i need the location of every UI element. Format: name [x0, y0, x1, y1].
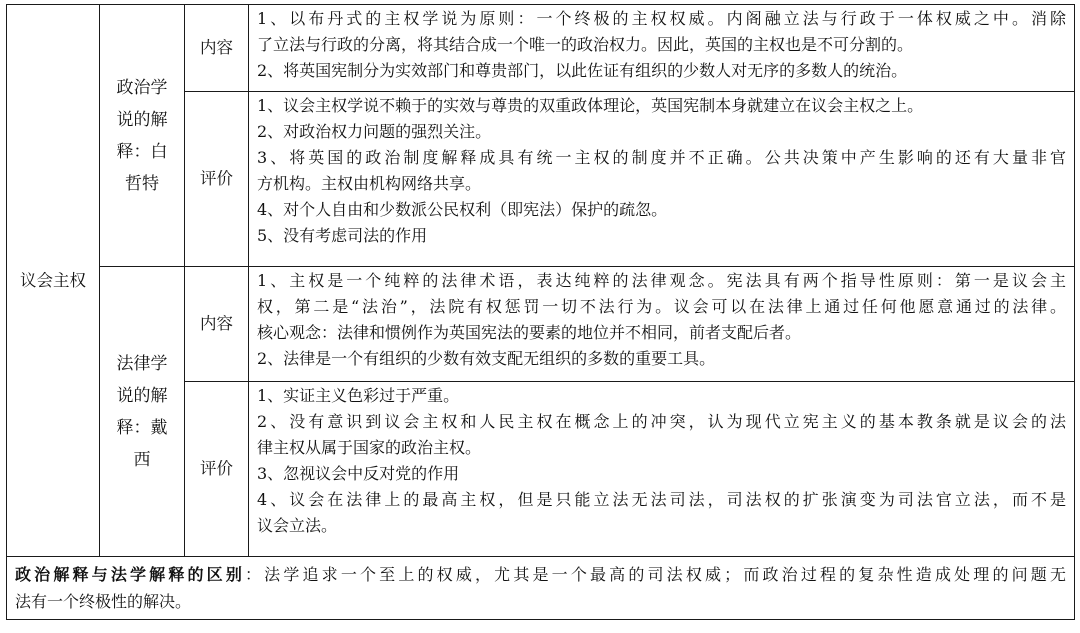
text-cell-evaluation	[249, 92, 1075, 267]
text-line: 4、对个人自由和少数派公民权利（即宪法）保护的疏忽。	[257, 200, 668, 219]
theory-title-line: 西	[133, 449, 151, 470]
text-line: 3、将英国的政治制度解释成具有统一主权的制度并不正确。公共决策中产生影响的还有大量非官	[257, 148, 1066, 167]
kind-cell-evaluation	[185, 382, 249, 557]
summary-row	[7, 557, 1075, 620]
text-line: 1、以布丹式的主权学说为原则：一个终极的主权权威。内阁融立法与行政于一体权威之中。消除	[257, 9, 1066, 28]
kind-cell-content	[185, 5, 249, 92]
kind-label: 内容	[200, 38, 233, 57]
text-line: 1、主权是一个纯粹的法律术语，表达纯粹的法律观念。宪法具有两个指导性原则：第一是议会主	[257, 271, 1066, 290]
text-line: 核心观念：法律和惯例作为英国宪法的要素的地位并不相同，前者支配后者。	[257, 323, 802, 342]
text-line: 权，第二是“法治”，法院有权惩罚一切不法行为。议会可以在法律上通过任何他愿意通过的法律。	[257, 297, 1066, 316]
theory2-content-row	[7, 267, 1075, 382]
kind-cell-evaluation	[185, 92, 249, 267]
summary-text: 法学追求一个至上的权威，尤其是一个最高的司法权威；而政治过程的复杂性造成处理的问题无	[264, 565, 1066, 584]
theory1-content-row	[7, 5, 1075, 92]
comparison-table	[6, 4, 1075, 620]
kind-cell-content	[185, 267, 249, 382]
summary-text: 法有一个终极性的解决。	[15, 592, 192, 611]
text-line: 2、法律是一个有组织的少数有效支配无组织的多数的重要工具。	[257, 349, 716, 368]
theory-title-line: 法律学	[116, 353, 168, 374]
text-line: 1、议会主权学说不赖于的实效与尊贵的双重政体理论，英国宪制本身就建立在议会主权之上。	[257, 96, 924, 115]
text-line: 2、将英国宪制分为实效部门和尊贵部门，以此佐证有组织的少数人对无序的多数人的统治。	[257, 61, 908, 80]
text-line: 2、没有意识到议会主权和人民主权在概念上的冲突，认为现代立宪主义的基本教条就是议会的法	[257, 412, 1066, 431]
text-cell-content	[249, 5, 1075, 92]
kind-label: 内容	[200, 314, 233, 333]
topic-cell	[7, 5, 100, 557]
text-line: 1、实证主义色彩过于严重。	[257, 386, 460, 405]
text-line: 方机构。主权由机构网络共享。	[257, 174, 482, 193]
text-line: 2、对政治权力问题的强烈关注。	[257, 122, 492, 141]
kind-label: 评价	[200, 169, 233, 188]
kind-label: 评价	[200, 459, 233, 478]
summary-label: 政治解释与法学解释的区别	[15, 565, 245, 584]
theory-title-line: 释：戴	[116, 417, 168, 438]
summary-line	[15, 561, 1066, 588]
theory-cell-legal	[100, 267, 185, 557]
text-line: 了立法与行政的分离，将其结合成一个唯一的政治权力。因此，英国的主权也是不可分割的。	[257, 35, 914, 54]
text-line: 议会立法。	[257, 516, 338, 535]
text-cell-content	[249, 267, 1075, 382]
topic-label: 议会主权	[20, 270, 86, 290]
theory-title-line: 政治学	[116, 77, 168, 98]
text-line: 5、没有考虑司法的作用	[257, 226, 428, 245]
theory-title-line: 说的解	[116, 385, 168, 406]
theory-title-line: 说的解	[116, 109, 168, 130]
text-cell-evaluation	[249, 382, 1075, 557]
theory-title-line: 释：白	[116, 141, 168, 162]
summary-cell	[7, 557, 1075, 620]
text-line: 律主权从属于国家的政治主权。	[257, 438, 482, 457]
text-line: 3、忽视议会中反对党的作用	[257, 464, 460, 483]
summary-separator: ：	[245, 565, 265, 584]
theory-title-line: 哲特	[125, 173, 159, 194]
text-line: 4、议会在法律上的最高主权，但是只能立法无法司法，司法权的扩张演变为司法官立法，而不是	[257, 490, 1066, 509]
theory-cell-political	[100, 5, 185, 267]
